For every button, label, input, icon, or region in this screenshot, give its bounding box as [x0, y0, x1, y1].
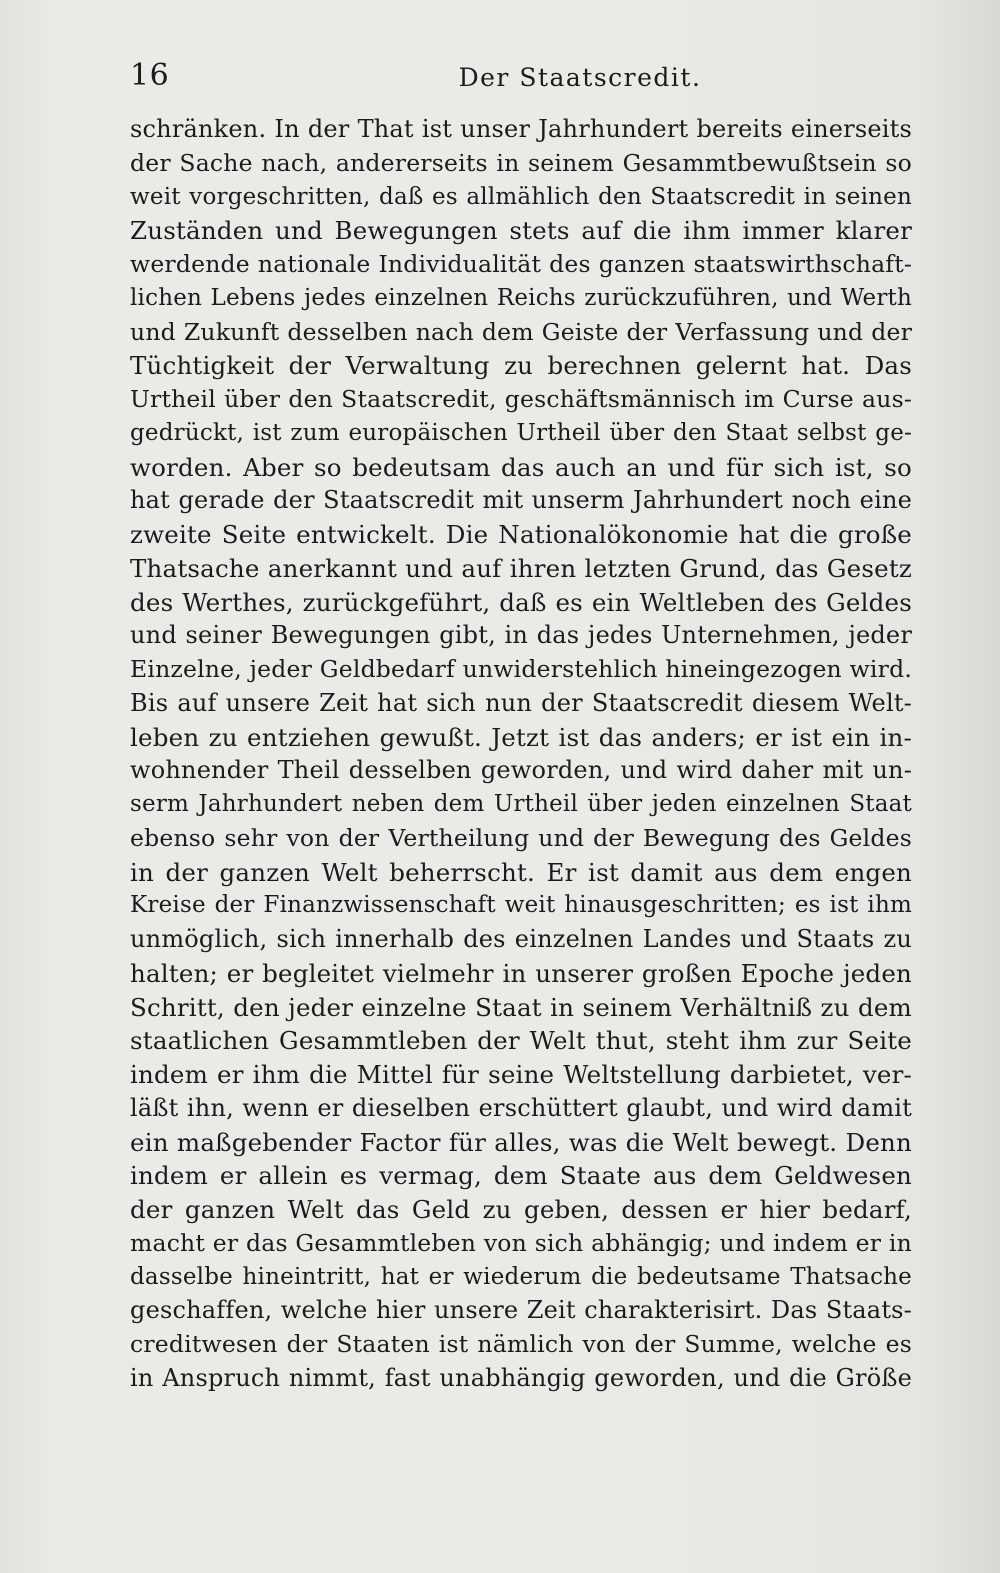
- text-line: macht er das Gesammtleben von sich abhängig; und indem er in: [130, 1228, 912, 1257]
- running-title: Der Staatscredit.: [458, 63, 702, 92]
- text-line: Thatsache anerkannt und auf ihren letzten Grund, das Gesetz: [130, 553, 912, 583]
- text-line: geschaffen, welche hier unsere Zeit charakterisirt. Das Staats-: [130, 1296, 912, 1325]
- text-line: creditwesen der Staaten ist nämlich von der Summe, welche es: [130, 1330, 912, 1358]
- text-line: ein maßgebender Factor für alles, was die Welt bewegt. Denn: [130, 1127, 912, 1157]
- text-line: serm Jahrhundert neben dem Urtheil über jeden einzelnen Staat: [130, 791, 912, 817]
- text-line: unmöglich, sich innerhalb des einzelnen Landes und Staats zu: [130, 925, 912, 953]
- text-line: zweite Seite entwickelt. Die Nationalökonomie hat die große: [130, 520, 912, 549]
- text-line: gedrückt, ist zum europäischen Urtheil über den Staat selbst ge-: [130, 419, 912, 446]
- text-line: Zuständen und Bewegungen stets auf die ihm immer klarer: [130, 216, 912, 246]
- page-number: 16: [130, 58, 170, 93]
- text-line: Schritt, den jeder einzelne Staat in seinem Verhältniß zu dem: [130, 992, 912, 1022]
- text-line: in der ganzen Welt beherrscht. Er ist damit aus dem engen: [130, 857, 912, 887]
- text-line: und seiner Bewegungen gibt, in das jedes Unternehmen, jeder: [130, 621, 912, 650]
- text-line: der ganzen Welt das Geld zu geben, dessen er hier bedarf,: [130, 1195, 912, 1224]
- text-line: indem er ihm die Mittel für seine Weltstellung darbietet, ver-: [130, 1060, 912, 1089]
- text-line: ebenso sehr von der Vertheilung und der Bewegung des Geldes: [130, 823, 912, 852]
- body-text: [130, 113, 912, 1396]
- text-line: halten; er begleitet vielmehr in unserer großen Epoche jeden: [130, 958, 912, 988]
- text-line: weit vorgeschritten, daß es allmählich den Staatscredit in seinen: [130, 183, 912, 210]
- text-line: Urtheil über den Staatscredit, geschäftsmännisch im Curse aus-: [130, 385, 912, 413]
- text-line: der Sache nach, andererseits in seinem Gesammtbewußtsein so: [130, 148, 912, 177]
- text-line: des Werthes, zurückgeführt, daß es ein Weltleben des Geldes: [130, 587, 912, 617]
- page-header: [130, 56, 920, 96]
- text-line: und Zukunft desselben nach dem Geiste der Verfassung und der: [130, 317, 912, 346]
- text-line: läßt ihn, wenn er dieselben erschüttert glaubt, und wird damit: [130, 1093, 912, 1122]
- text-line: werdende nationale Individualität des ganzen staatswirthschaft-: [130, 250, 912, 278]
- text-line: wohnender Theil desselben geworden, und wird daher mit un-: [130, 756, 912, 785]
- text-line: staatlichen Gesammtleben der Welt thut, steht ihm zur Seite: [130, 1026, 912, 1056]
- text-line: leben zu entziehen gewußt. Jetzt ist das anders; er ist ein in-: [130, 722, 912, 752]
- text-line: Einzelne, jeder Geldbedarf unwiderstehlich hineingezogen wird.: [130, 655, 912, 683]
- text-line: indem er allein es vermag, dem Staate aus dem Geldwesen: [130, 1161, 912, 1191]
- text-line: in Anspruch nimmt, fast unabhängig geworden, und die Größe: [130, 1363, 912, 1392]
- text-line: Tüchtigkeit der Verwaltung zu berechnen gelernt hat. Das: [130, 351, 912, 381]
- text-line: lichen Lebens jedes einzelnen Reichs zurückzuführen, und Werth: [130, 284, 912, 311]
- text-line: Bis auf unsere Zeit hat sich nun der Staatscredit diesem Welt-: [130, 688, 912, 717]
- text-line: dasselbe hineintritt, hat er wiederum die bedeutsame Thatsache: [130, 1263, 912, 1290]
- text-line: hat gerade der Staatscredit mit unserm Jahrhundert noch eine: [130, 486, 912, 515]
- text-line: worden. Aber so bedeutsam das auch an und für sich ist, so: [130, 452, 912, 482]
- text-line: Kreise der Finanzwissenschaft weit hinausgeschritten; es ist ihm: [130, 892, 912, 919]
- text-line: schränken. In der That ist unser Jahrhundert bereits einerseits: [130, 115, 912, 143]
